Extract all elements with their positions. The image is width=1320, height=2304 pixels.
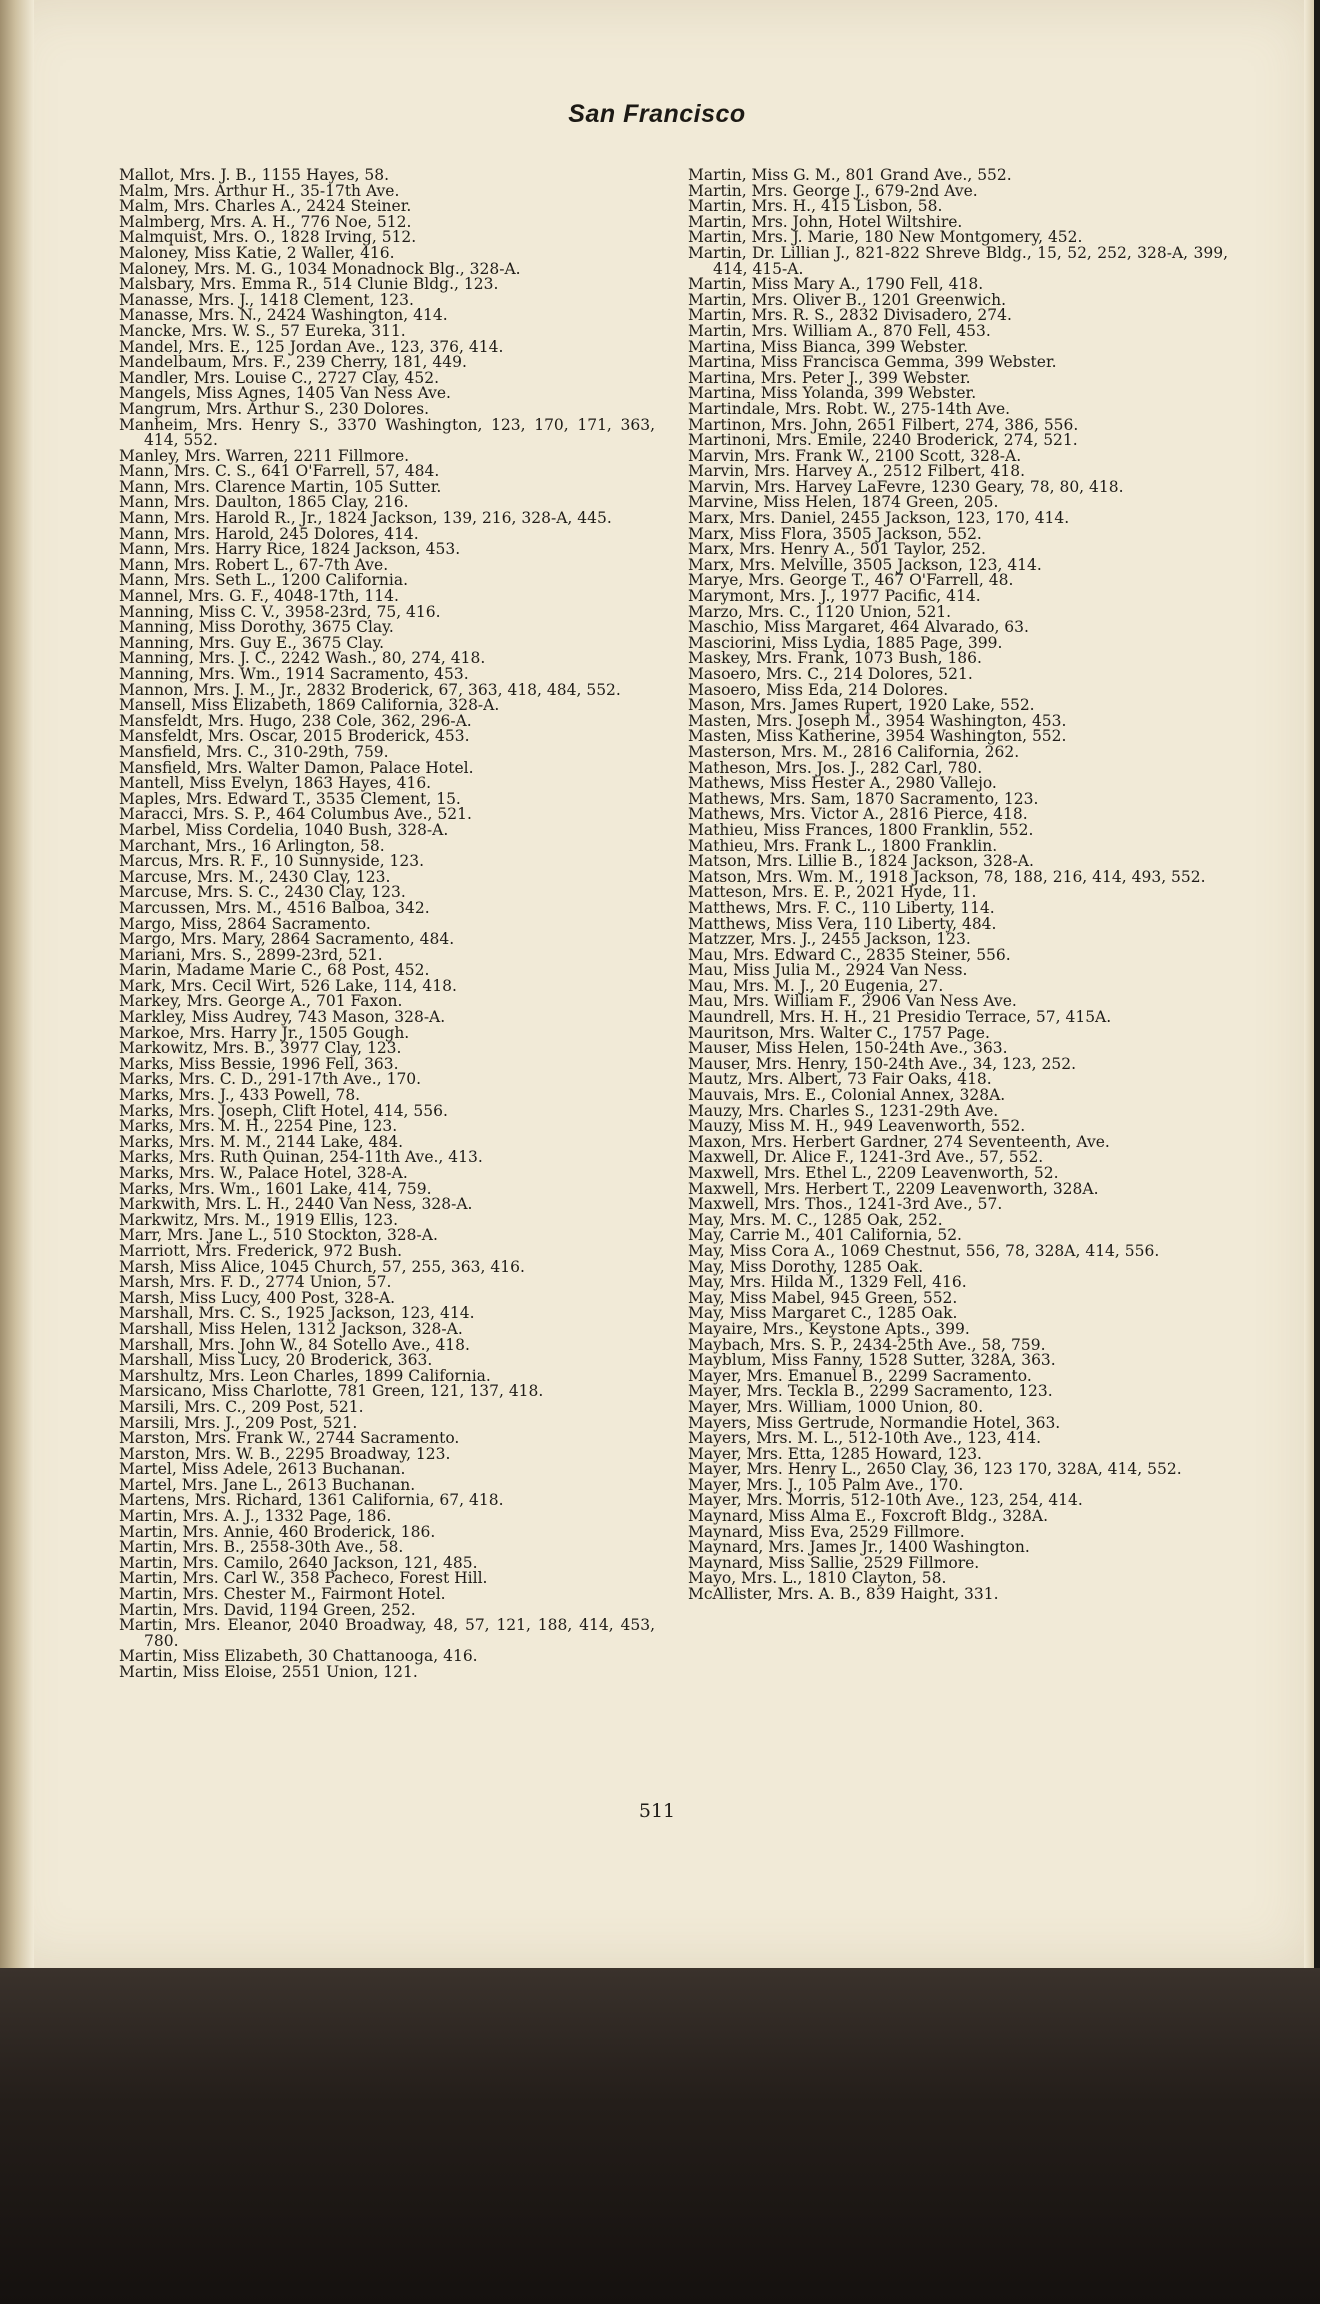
directory-entry: Mayer, Mrs. Teckla B., 2299 Sacramento, 123. [688, 1382, 1053, 1401]
directory-entry: Malmberg, Mrs. A. H., 776 Noe, 512. [119, 212, 412, 231]
directory-entry: Malm, Mrs. Charles A., 2424 Steiner. [119, 197, 412, 216]
directory-entry: Mau, Mrs. William F., 2906 Van Ness Ave. [688, 992, 1017, 1011]
directory-entry: Marks, Mrs. Joseph, Clift Hotel, 414, 556. [119, 1101, 448, 1120]
directory-entry: Martin, Mrs. David, 1194 Green, 252. [119, 1600, 416, 1619]
directory-entry: Martin, Mrs. Carl W., 358 Pacheco, Forest Hill. [119, 1569, 488, 1588]
directory-entry: Mangrum, Mrs. Arthur S., 230 Dolores. [119, 399, 430, 418]
directory-entry: Masten, Miss Katherine, 3954 Washington, 552. [688, 727, 1067, 746]
directory-entry: Martina, Mrs. Peter J., 399 Webster. [688, 368, 971, 387]
directory-entry: Markley, Miss Audrey, 743 Mason, 328-A. [119, 1008, 446, 1027]
dark-background [0, 1968, 1320, 2304]
directory-entry: Mansfield, Mrs. C., 310-29th, 759. [119, 742, 389, 761]
directory-entry: May, Mrs. M. C., 1285 Oak, 252. [688, 1210, 943, 1229]
directory-entry: Margo, Miss, 2864 Sacramento. [119, 914, 371, 933]
directory-entry: Mann, Mrs. Clarence Martin, 105 Sutter. [119, 477, 442, 496]
directory-entry: Marvine, Miss Helen, 1874 Green, 205. [688, 493, 999, 512]
left-column [119, 168, 655, 1681]
directory-entry: Markowitz, Mrs. B., 3977 Clay, 123. [119, 1039, 402, 1058]
directory-entry: Manning, Mrs. J. C., 2242 Wash., 80, 274, 418. [119, 649, 486, 668]
directory-entry: Mandler, Mrs. Louise C., 2727 Clay, 452. [119, 368, 439, 387]
directory-entry: Mayo, Mrs. L., 1810 Clayton, 58. [688, 1569, 947, 1588]
page-header: San Francisco [568, 100, 746, 128]
directory-entry: Martel, Miss Adele, 2613 Buchanan. [119, 1460, 406, 1479]
directory-entry: Marin, Madame Marie C., 68 Post, 452. [119, 961, 430, 980]
directory-entry: Manheim, Mrs. Henry S., 3370 Washington, 123, 170, 171, 363, 414, 552. [119, 415, 655, 450]
directory-entry: Masterson, Mrs. M., 2816 California, 262. [688, 742, 1020, 761]
directory-entry: Martin, Mrs. B., 2558-30th Ave., 58. [119, 1538, 404, 1557]
directory-entry: Mallot, Mrs. J. B., 1155 Hayes, 58. [119, 166, 390, 184]
directory-entry: Mann, Mrs. Daulton, 1865 Clay, 216. [119, 493, 409, 512]
directory-entry: Martin, Mrs. Oliver B., 1201 Greenwich. [688, 290, 1006, 309]
directory-entry: Martina, Miss Yolanda, 399 Webster. [688, 384, 977, 403]
directory-entry: Marks, Mrs. C. D., 291-17th Ave., 170. [119, 1070, 422, 1089]
right-column [688, 168, 1228, 1603]
directory-entry: Martin, Mrs. George J., 679-2nd Ave. [688, 181, 978, 200]
directory-entry: Mauritson, Mrs. Walter C., 1757 Page. [688, 1023, 990, 1042]
directory-entry: Matson, Mrs. Wm. M., 1918 Jackson, 78, 188, 216, 414, 493, 552. [688, 867, 1206, 886]
directory-entry: Mathews, Mrs. Sam, 1870 Sacramento, 123. [688, 789, 1039, 808]
directory-entry: Martindale, Mrs. Robt. W., 275-14th Ave. [688, 399, 1011, 418]
directory-entry: Marr, Mrs. Jane L., 510 Stockton, 328-A. [119, 1226, 438, 1245]
directory-entry: Mayer, Mrs. Emanuel B., 2299 Sacramento. [688, 1366, 1032, 1385]
directory-entry: Mann, Mrs. Seth L., 1200 California. [119, 571, 408, 590]
directory-entry: May, Miss Cora A., 1069 Chestnut, 556, 78, 328A, 414, 556. [688, 1241, 1160, 1260]
directory-entry: Mason, Mrs. James Rupert, 1920 Lake, 552. [688, 696, 1035, 715]
directory-entry: Maxwell, Dr. Alice F., 1241-3rd Ave., 57, 552. [688, 1148, 1044, 1167]
directory-entry: May, Miss Margaret C., 1285 Oak. [688, 1304, 958, 1323]
directory-entry: Marye, Mrs. George T., 467 O'Farrell, 48. [688, 571, 1014, 590]
directory-entry: Mansfeldt, Mrs. Oscar, 2015 Broderick, 453. [119, 727, 470, 746]
directory-entry: Marks, Mrs. Ruth Quinan, 254-11th Ave., 413. [119, 1148, 483, 1167]
directory-entry: Maracci, Mrs. S. P., 464 Columbus Ave., 521. [119, 805, 472, 824]
directory-entry: Martin, Mrs. Chester M., Fairmont Hotel. [119, 1585, 446, 1604]
directory-entry: Markoe, Mrs. Harry Jr., 1505 Gough. [119, 1023, 410, 1042]
directory-entry: Martinoni, Mrs. Emile, 2240 Broderick, 274, 521. [688, 431, 1078, 450]
directory-entry: May, Miss Mabel, 945 Green, 552. [688, 1288, 958, 1307]
directory-entry: Mayer, Mrs. Etta, 1285 Howard, 123. [688, 1444, 982, 1463]
directory-entry: Marshall, Miss Helen, 1312 Jackson, 328-A. [119, 1319, 463, 1338]
directory-entry: Mautz, Mrs. Albert, 73 Fair Oaks, 418. [688, 1070, 992, 1089]
directory-entry: Matteson, Mrs. E. P., 2021 Hyde, 11. [688, 883, 977, 902]
directory-entry: Marx, Miss Flora, 3505 Jackson, 552. [688, 524, 982, 543]
directory-entry: Marks, Mrs. M. H., 2254 Pine, 123. [119, 1117, 398, 1136]
directory-entry: Maynard, Miss Alma E., Foxcroft Bldg., 328A. [688, 1507, 1049, 1526]
directory-entry: Matthews, Miss Vera, 110 Liberty, 484. [688, 914, 997, 933]
directory-entry: Marriott, Mrs. Frederick, 972 Bush. [119, 1241, 403, 1260]
directory-entry: Maloney, Miss Katie, 2 Waller, 416. [119, 243, 395, 262]
directory-entry: Mayer, Mrs. J., 105 Palm Ave., 170. [688, 1475, 964, 1494]
directory-entry: Margo, Mrs. Mary, 2864 Sacramento, 484. [119, 930, 455, 949]
directory-entry: Marcussen, Mrs. M., 4516 Balboa, 342. [119, 898, 430, 917]
directory-entry: Marks, Mrs. W., Palace Hotel, 328-A. [119, 1164, 408, 1182]
directory-entry: Marcus, Mrs. R. F., 10 Sunnyside, 123. [119, 852, 425, 871]
directory-entry: Maples, Mrs. Edward T., 3535 Clement, 15. [119, 789, 461, 808]
directory-entry: Marshall, Mrs. C. S., 1925 Jackson, 123, 414. [119, 1304, 475, 1323]
directory-entry: Mathews, Mrs. Victor A., 2816 Pierce, 418. [688, 805, 1028, 824]
directory-entry: Manning, Miss Dorothy, 3675 Clay. [119, 618, 394, 637]
directory-entry: Martin, Miss Eloise, 2551 Union, 121. [119, 1663, 418, 1681]
directory-entry: Mathieu, Mrs. Frank L., 1800 Franklin. [688, 836, 998, 855]
directory-entry: Marks, Mrs. J., 433 Powell, 78. [119, 1086, 361, 1105]
directory-entry: Mayblum, Miss Fanny, 1528 Sutter, 328A, 363. [688, 1351, 1056, 1370]
directory-entry: Malsbary, Mrs. Emma R., 514 Clunie Bldg., 123. [119, 275, 499, 294]
directory-entry: May, Miss Dorothy, 1285 Oak. [688, 1257, 924, 1276]
directory-entry: Mantell, Miss Evelyn, 1863 Hayes, 416. [119, 774, 432, 793]
directory-entry: Mariani, Mrs. S., 2899-23rd, 521. [119, 945, 383, 964]
directory-entry: Maxwell, Mrs. Ethel L., 2209 Leavenworth, 52. [688, 1164, 1059, 1182]
directory-entry: Marvin, Mrs. Harvey LaFevre, 1230 Geary, 78, 80, 418. [688, 477, 1124, 496]
directory-entry: Mann, Mrs. Harold, 245 Dolores, 414. [119, 524, 419, 543]
directory-entry: Marx, Mrs. Melville, 3505 Jackson, 123, 414. [688, 555, 1042, 574]
directory-entry: Martin, Dr. Lillian J., 821-822 Shreve Bldg., 15, 52, 252, 328-A, 399, 414, 415-A. [688, 243, 1228, 278]
directory-entry: Martin, Mrs. John, Hotel Wiltshire. [688, 212, 963, 231]
directory-entry: Martin, Mrs. Eleanor, 2040 Broadway, 48, 57, 121, 188, 414, 453, 780. [119, 1616, 655, 1650]
directory-entry: Manning, Mrs. Guy E., 3675 Clay. [119, 633, 385, 652]
directory-entry: Manning, Mrs. Wm., 1914 Sacramento, 453. [119, 665, 469, 683]
directory-entry: Martin, Miss Mary A., 1790 Fell, 418. [688, 275, 984, 294]
directory-entry: Maundrell, Mrs. H. H., 21 Presidio Terrace, 57, 415A. [688, 1008, 1112, 1027]
directory-entry: Marsicano, Miss Charlotte, 781 Green, 121, 137, 418. [119, 1382, 544, 1401]
directory-entry: Mann, Mrs. C. S., 641 O'Farrell, 57, 484. [119, 462, 440, 481]
directory-entry: Matheson, Mrs. Jos. J., 282 Carl, 780. [688, 758, 983, 777]
directory-entry: Markey, Mrs. George A., 701 Faxon. [119, 992, 403, 1011]
directory-entry: Mau, Miss Julia M., 2924 Van Ness. [688, 961, 968, 980]
directory-entry: Marks, Miss Bessie, 1996 Fell, 363. [119, 1054, 399, 1073]
directory-entry: Marx, Mrs. Daniel, 2455 Jackson, 123, 170, 414. [688, 509, 1070, 528]
directory-entry: Marks, Mrs. Wm., 1601 Lake, 414, 759. [119, 1179, 432, 1198]
directory-entry: Mayaire, Mrs., Keystone Apts., 399. [688, 1319, 970, 1338]
directory-entry: Masciorini, Miss Lydia, 1885 Page, 399. [688, 633, 1003, 652]
directory-entry: Maxon, Mrs. Herbert Gardner, 274 Seventeenth, Ave. [688, 1132, 1110, 1151]
directory-entry: Matthews, Mrs. F. C., 110 Liberty, 114. [688, 898, 995, 917]
directory-entry: Mann, Mrs. Harold R., Jr., 1824 Jackson, 139, 216, 328-A, 445. [119, 509, 612, 528]
directory-entry: Maynard, Miss Eva, 2529 Fillmore. [688, 1522, 965, 1541]
directory-entry: Marston, Mrs. Frank W., 2744 Sacramento. [119, 1429, 460, 1448]
directory-entry: Manning, Miss C. V., 3958-23rd, 75, 416. [119, 602, 441, 621]
directory-entry: Marbel, Miss Cordelia, 1040 Bush, 328-A. [119, 820, 449, 839]
directory-entry: Mauvais, Mrs. E., Colonial Annex, 328A. [688, 1086, 1006, 1105]
directory-entry: Mark, Mrs. Cecil Wirt, 526 Lake, 114, 418. [119, 976, 457, 995]
directory-entry: Marchant, Mrs., 16 Arlington, 58. [119, 836, 385, 855]
page-gutter [0, 0, 34, 1968]
directory-entry: Mauser, Mrs. Henry, 150-24th Ave., 34, 123, 252. [688, 1054, 1076, 1073]
directory-entry: Marzo, Mrs. C., 1120 Union, 521. [688, 602, 952, 621]
directory-entry: Mangels, Miss Agnes, 1405 Van Ness Ave. [119, 384, 451, 403]
directory-entry: Marshall, Mrs. John W., 84 Sotello Ave., 418. [119, 1335, 470, 1354]
directory-entry: May, Carrie M., 401 California, 52. [688, 1226, 962, 1245]
directory-entry: Maynard, Mrs. James Jr., 1400 Washington. [688, 1538, 1030, 1557]
directory-entry: Martin, Mrs. J. Marie, 180 New Montgomery, 452. [688, 228, 1083, 247]
directory-entry: Masoero, Mrs. C., 214 Dolores, 521. [688, 665, 973, 683]
directory-entry: Marcuse, Mrs. S. C., 2430 Clay, 123. [119, 883, 406, 902]
directory-entry: Maloney, Mrs. M. G., 1034 Monadnock Blg., 328-A. [119, 259, 521, 278]
directory-entry: Mancke, Mrs. W. S., 57 Eureka, 311. [119, 321, 406, 340]
directory-entry: Marshultz, Mrs. Leon Charles, 1899 California. [119, 1366, 491, 1385]
directory-entry: Marsili, Mrs. J., 209 Post, 521. [119, 1413, 358, 1432]
directory-entry: Malm, Mrs. Arthur H., 35-17th Ave. [119, 181, 400, 200]
directory-entry: Mayers, Mrs. M. L., 512-10th Ave., 123, 414. [688, 1429, 1042, 1448]
directory-entry: Mandel, Mrs. E., 125 Jordan Ave., 123, 376, 414. [119, 337, 504, 356]
directory-entry: Mayer, Mrs. William, 1000 Union, 80. [688, 1397, 984, 1416]
directory-entry: Marx, Mrs. Henry A., 501 Taylor, 252. [688, 540, 986, 559]
directory-entry: Mathews, Miss Hester A., 2980 Vallejo. [688, 774, 997, 793]
directory-entry: Martin, Mrs. Camilo, 2640 Jackson, 121, 485. [119, 1553, 478, 1572]
directory-entry: Martel, Mrs. Jane L., 2613 Buchanan. [119, 1475, 416, 1494]
directory-entry: Marvin, Mrs. Harvey A., 2512 Filbert, 418. [688, 462, 1026, 481]
directory-entry: Mann, Mrs. Harry Rice, 1824 Jackson, 453. [119, 540, 461, 559]
directory-entry: Mathieu, Miss Frances, 1800 Franklin, 552. [688, 820, 1034, 839]
directory-entry: Masoero, Miss Eda, 214 Dolores. [688, 680, 949, 699]
directory-entry: Maybach, Mrs. S. P., 2434-25th Ave., 58, 759. [688, 1335, 1046, 1354]
directory-entry: Marston, Mrs. W. B., 2295 Broadway, 123. [119, 1444, 451, 1463]
directory-entry: Manasse, Mrs. J., 1418 Clement, 123. [119, 290, 414, 309]
directory-entry: Matzzer, Mrs. J., 2455 Jackson, 123. [688, 930, 971, 949]
directory-entry: Mayer, Mrs. Henry L., 2650 Clay, 36, 123 170, 328A, 414, 552. [688, 1460, 1182, 1479]
directory-entry: Mannon, Mrs. J. M., Jr., 2832 Broderick, 67, 363, 418, 484, 552. [119, 680, 621, 699]
directory-entry: Malmquist, Mrs. O., 1828 Irving, 512. [119, 228, 417, 247]
directory-entry: Martin, Mrs. Annie, 460 Broderick, 186. [119, 1522, 436, 1541]
directory-entry: Martin, Mrs. R. S., 2832 Divisadero, 274. [688, 306, 1012, 325]
directory-entry: Manasse, Mrs. N., 2424 Washington, 414. [119, 306, 448, 325]
directory-entry: Masten, Mrs. Joseph M., 3954 Washington, 453. [688, 711, 1067, 730]
directory-entry: Martinon, Mrs. John, 2651 Filbert, 274, 386, 556. [688, 415, 1079, 434]
directory-entry: Mandelbaum, Mrs. F., 239 Cherry, 181, 449. [119, 353, 467, 372]
directory-entry: Marcuse, Mrs. M., 2430 Clay, 123. [119, 867, 391, 886]
directory-entry: Marsh, Miss Lucy, 400 Post, 328-A. [119, 1288, 396, 1307]
directory-entry: Marks, Mrs. M. M., 2144 Lake, 484. [119, 1132, 404, 1151]
directory-entry: Mayers, Miss Gertrude, Normandie Hotel, 363. [688, 1413, 1061, 1432]
directory-entry: Martin, Mrs. H., 415 Lisbon, 58. [688, 197, 943, 216]
page-number: 511 [638, 1800, 676, 1822]
directory-entry: Marsh, Mrs. F. D., 2774 Union, 57. [119, 1273, 392, 1292]
directory-entry: Martin, Miss Elizabeth, 30 Chattanooga, 416. [119, 1647, 478, 1666]
directory-entry: Maynard, Miss Sallie, 2529 Fillmore. [688, 1553, 980, 1572]
directory-entry: Markwith, Mrs. L. H., 2440 Van Ness, 328-A. [119, 1195, 473, 1214]
directory-entry: Martin, Mrs. A. J., 1332 Page, 186. [119, 1507, 392, 1526]
directory-entry: Mannel, Mrs. G. F., 4048-17th, 114. [119, 587, 399, 606]
directory-entry: Manley, Mrs. Warren, 2211 Fillmore. [119, 446, 410, 465]
directory-entry: Maxwell, Mrs. Herbert T., 2209 Leavenworth, 328A. [688, 1179, 1099, 1198]
directory-entry: Marsili, Mrs. C., 209 Post, 521. [119, 1397, 364, 1416]
directory-entry: Marsh, Miss Alice, 1045 Church, 57, 255, 363, 416. [119, 1257, 525, 1276]
directory-entry: Marymont, Mrs. J., 1977 Pacific, 414. [688, 587, 981, 606]
directory-entry: Martin, Mrs. William A., 870 Fell, 453. [688, 321, 991, 340]
directory-entry: Maxwell, Mrs. Thos., 1241-3rd Ave., 57. [688, 1195, 1003, 1214]
directory-entry: Martina, Miss Francisca Gemma, 399 Webster. [688, 353, 1057, 372]
directory-entry: Mansfeldt, Mrs. Hugo, 238 Cole, 362, 296-A. [119, 711, 472, 730]
directory-entry: Mau, Mrs. Edward C., 2835 Steiner, 556. [688, 945, 1011, 964]
directory-entry: Mansfield, Mrs. Walter Damon, Palace Hotel. [119, 758, 474, 777]
page-edge [1304, 0, 1314, 1968]
directory-entry: Martin, Miss G. M., 801 Grand Ave., 552. [688, 166, 1012, 184]
directory-entry: McAllister, Mrs. A. B., 839 Haight, 331. [688, 1585, 999, 1604]
directory-entry: Maschio, Miss Margaret, 464 Alvarado, 63. [688, 618, 1029, 637]
directory-entry: Mayer, Mrs. Morris, 512-10th Ave., 123, 254, 414. [688, 1491, 1083, 1510]
directory-entry: Matson, Mrs. Lillie B., 1824 Jackson, 328-A. [688, 852, 1034, 871]
directory-entry: Martens, Mrs. Richard, 1361 California, 67, 418. [119, 1491, 504, 1510]
directory-entry: Mauzy, Mrs. Charles S., 1231-29th Ave. [688, 1101, 999, 1120]
directory-entry: Marvin, Mrs. Frank W., 2100 Scott, 328-A. [688, 446, 1022, 465]
directory-entry: Mauzy, Miss M. H., 949 Leavenworth, 552. [688, 1117, 1026, 1136]
directory-entry: Martina, Miss Bianca, 399 Webster. [688, 337, 969, 356]
directory-entry: Mansell, Miss Elizabeth, 1869 California, 328-A. [119, 696, 500, 715]
directory-entry: Maskey, Mrs. Frank, 1073 Bush, 186. [688, 649, 982, 668]
directory-entry: Mau, Mrs. M. J., 20 Eugenia, 27. [688, 976, 944, 995]
directory-entry: May, Mrs. Hilda M., 1329 Fell, 416. [688, 1273, 967, 1292]
directory-entry: Mauser, Miss Helen, 150-24th Ave., 363. [688, 1039, 1008, 1058]
directory-entry: Markwitz, Mrs. M., 1919 Ellis, 123. [119, 1210, 399, 1229]
directory-entry: Marshall, Miss Lucy, 20 Broderick, 363. [119, 1351, 433, 1370]
directory-entry: Mann, Mrs. Robert L., 67-7th Ave. [119, 555, 389, 574]
